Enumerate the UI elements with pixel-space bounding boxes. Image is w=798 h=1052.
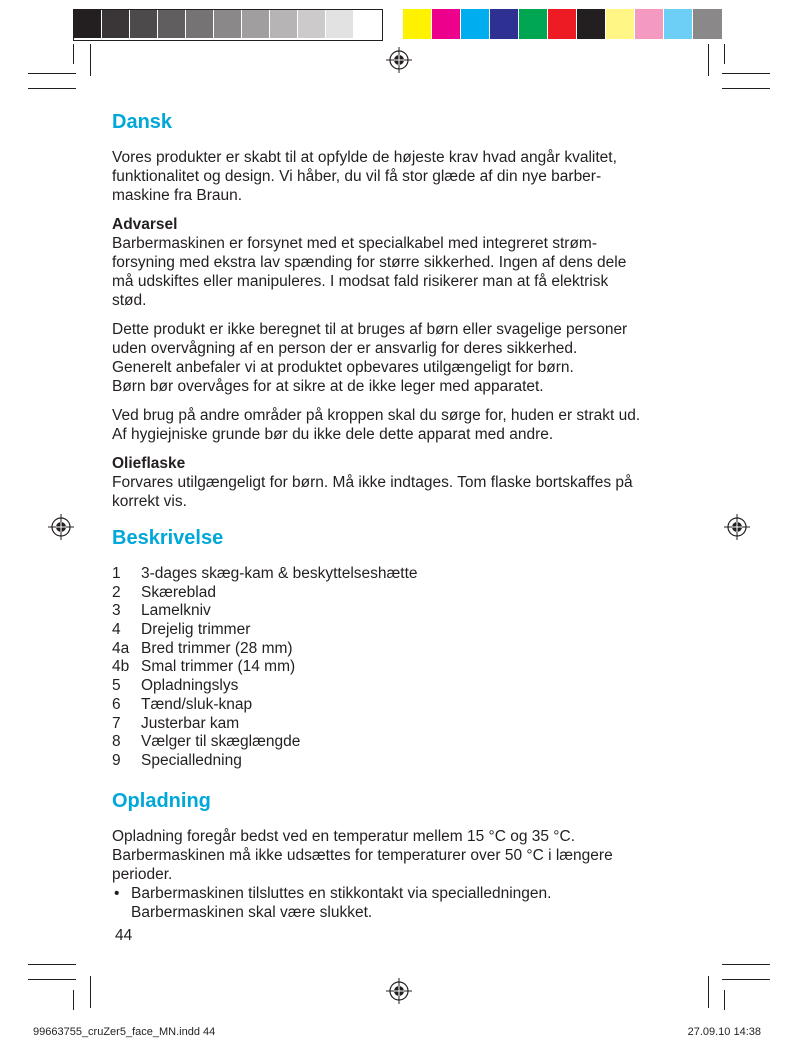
oil-heading: Olieflaske xyxy=(112,455,186,472)
children-paragraph: Dette produkt er ikke beregnet til at bruges af børn eller svagelige personer uden overvågning af en person der er ansvarlig for deres sikkerhed. Generelt anbefaler vi at produktet opbevares utilgængeligt for børn. Børn bør overvåges for at sikre at de ikke leger med apparatet. xyxy=(112,321,628,395)
item-label: Tænd/sluk-knap xyxy=(141,695,253,713)
item-number: 4 xyxy=(112,621,121,639)
list-item xyxy=(112,695,692,714)
item-label: Specialledning xyxy=(141,751,242,769)
description-list xyxy=(112,564,692,770)
item-number: 3 xyxy=(112,602,121,620)
item-label: 3-dages skæg-kam & beskyttelseshætte xyxy=(141,565,418,582)
bullet-item: • Barbermaskinen tilsluttes en stikkontakt via specialledningen. Barbermaskinen skal være slukket. xyxy=(114,885,552,921)
list-item xyxy=(112,751,692,770)
color-swatch xyxy=(664,9,693,39)
item-label: Skæreblad xyxy=(141,583,216,601)
list-item xyxy=(112,714,692,733)
list-item xyxy=(112,732,692,751)
gray-swatch xyxy=(214,10,242,38)
section-beskrivelse xyxy=(112,526,692,770)
item-label: Opladningslys xyxy=(141,677,239,695)
registration-mark-icon xyxy=(724,514,750,540)
section-title: Beskrivelse xyxy=(112,527,224,549)
grayscale-color-bar xyxy=(73,9,383,41)
section-title: Dansk xyxy=(112,111,173,133)
footer-timestamp: 27.09.10 14:38 xyxy=(687,1026,761,1038)
gray-swatch xyxy=(298,10,326,38)
color-swatch xyxy=(577,9,606,39)
item-number: 9 xyxy=(112,751,121,769)
color-swatch xyxy=(693,9,722,39)
color-swatch xyxy=(461,9,490,39)
color-swatch xyxy=(635,9,664,39)
item-number: 4b xyxy=(112,658,130,676)
item-label: Drejelig trimmer xyxy=(141,621,251,639)
item-label: Bred trimmer (28 mm) xyxy=(141,639,293,657)
list-item xyxy=(112,583,692,602)
page-number: 44 xyxy=(115,927,133,944)
item-label: Justerbar kam xyxy=(141,714,240,732)
registration-mark-icon xyxy=(48,514,74,540)
color-swatch xyxy=(519,9,548,39)
process-color-bar xyxy=(403,9,722,39)
warning-heading: Advarsel xyxy=(112,216,178,233)
warning-paragraph: Advarsel Barbermaskinen er forsynet med et specialkabel med integreret strøm- forsyning med ekstra lav spænding for større sikkerhed. Ingen af dens dele må udskiftes eller manipuleres. I modsat fald risikerer man at få elektrisk stød. xyxy=(112,216,627,309)
list-item xyxy=(112,639,692,658)
item-number: 5 xyxy=(112,677,121,695)
gray-swatch xyxy=(354,10,382,38)
color-swatch xyxy=(548,9,577,39)
item-number: 1 xyxy=(112,565,121,582)
item-number: 8 xyxy=(112,733,121,751)
gray-swatch xyxy=(270,10,298,38)
bullet-icon: • xyxy=(114,885,120,902)
item-label: Smal trimmer (14 mm) xyxy=(141,658,296,676)
item-number: 6 xyxy=(112,695,121,713)
registration-mark-icon xyxy=(386,47,412,73)
item-label: Lamelkniv xyxy=(141,602,211,620)
body-use-paragraph: Ved brug på andre områder på kroppen skal du sørge for, huden er strakt ud. Af hygiejniske grunde bør du ikke dele dette apparat med andre. xyxy=(112,407,641,443)
list-item xyxy=(112,657,692,676)
gray-swatch xyxy=(186,10,214,38)
section-opladning xyxy=(112,789,692,922)
list-item xyxy=(112,601,692,620)
charging-paragraph: Opladning foregår bedst ved en temperatur mellem 15 °C og 35 °C. Barbermaskinen må ikke udsættes for temperaturer over 50 °C i længere perioder. xyxy=(112,828,613,883)
item-label: Vælger til skæglængde xyxy=(141,733,301,751)
gray-swatch xyxy=(74,10,102,38)
gray-swatch xyxy=(326,10,354,38)
gray-swatch xyxy=(158,10,186,38)
item-number: 7 xyxy=(112,714,121,732)
gray-swatch xyxy=(102,10,130,38)
list-item xyxy=(112,676,692,695)
registration-mark-icon xyxy=(386,978,412,1004)
list-item xyxy=(112,564,692,583)
color-swatch xyxy=(490,9,519,39)
oil-paragraph: Olieflaske Forvares utilgængeligt for børn. Må ikke indtages. Tom flaske bortskaffes på korrekt vis. xyxy=(112,455,633,510)
item-number: 2 xyxy=(112,583,121,601)
intro-paragraph: Vores produkter er skabt til at opfylde de højeste krav hvad angår kvalitet, funktionalitet og design. Vi håber, du vil få stor glæde af din nye barber- maskine fra Braun. xyxy=(112,149,617,204)
item-number: 4a xyxy=(112,639,130,657)
section-title: Opladning xyxy=(112,790,211,812)
section-dansk xyxy=(112,110,692,521)
list-item xyxy=(112,620,692,639)
gray-swatch xyxy=(242,10,270,38)
footer-file-info: 99663755_cruZer5_face_MN.indd 44 xyxy=(33,1026,216,1038)
color-swatch xyxy=(403,9,432,39)
color-swatch xyxy=(432,9,461,39)
gray-swatch xyxy=(130,10,158,38)
color-swatch xyxy=(606,9,635,39)
